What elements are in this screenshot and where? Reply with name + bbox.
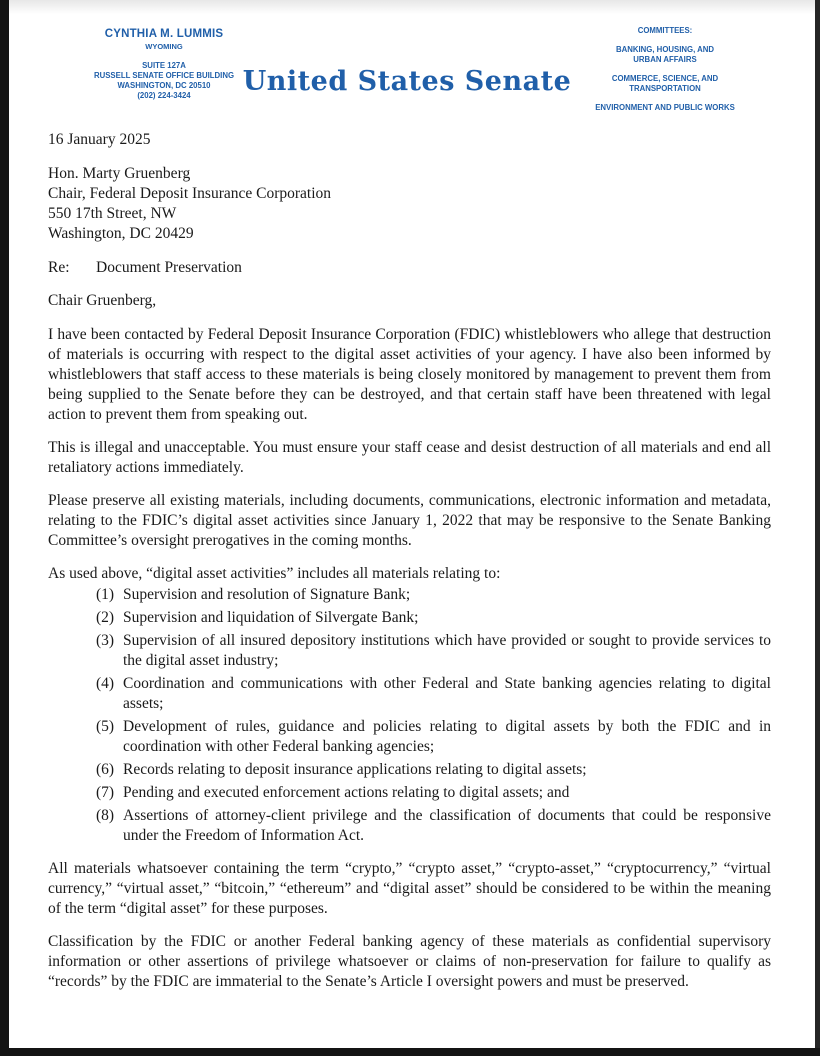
committee-item [555,74,775,94]
committee-item [555,103,775,113]
senate-wordmark: United States Senate [242,66,572,97]
recipient-line: Chair, Federal Deposit Insurance Corporation [48,185,332,202]
list-item-text: Supervision and liquidation of Silvergate Bank; [123,609,419,626]
scan-edge-bottom [0,1048,820,1056]
list-item [96,806,771,846]
letter-body [48,130,771,1005]
list-item-text: Development of rules, guidance and policies relating to digital assets by both the FDIC and in coordination with other Federal banking agencies; [123,718,771,755]
list-item [96,760,771,780]
sender-address-line: RUSSELL SENATE OFFICE BUILDING [93,71,235,80]
scan-edge-right [815,0,820,1056]
sender-address-line: SUITE 127A [142,61,186,70]
subject-line [48,258,771,278]
list-item-number: (8) [96,807,115,824]
list-item-number: (2) [96,609,115,626]
list-item-text: Coordination and communications with other Federal and State banking agencies relating to digital assets; [123,675,771,712]
committee-line: TRANSPORTATION [629,84,701,93]
committee-item [555,45,775,65]
committees-heading: COMMITTEES: [637,26,693,35]
paragraph: I have been contacted by Federal Deposit Insurance Corporation (FDIC) whistleblowers who allege that destruction of materials is occurring with respect to the digital asset activities of your agency. I have also been informed by whistleblowers that staff access to these materials is being closely monitored by management to prevent them from being supplied to the Senate before they can be destroyed, and that certain staff have been threatened with legal action to prevent them from speaking out. [48,326,771,423]
list-item-number: (4) [96,675,115,692]
list-item-number: (1) [96,586,115,603]
letterhead [9,26,815,126]
list-item-number: (3) [96,632,115,649]
list-item-text: Supervision of all insured depository institutions which have provided or sought to provide services to the digital asset industry; [123,632,771,669]
paragraph: Please preserve all existing materials, including documents, communications, electronic information and metadata, relating to the FDIC’s digital asset activities since January 1, 2022 that may be responsive to the Senate Banking Committee’s oversight prerogatives in the coming months. [48,492,771,549]
list-item [96,674,771,714]
scan-edge-left [0,0,9,1056]
list-intro: As used above, “digital asset activities” includes all materials relating to: [48,565,501,582]
list-item-number: (7) [96,784,115,801]
list-item-text: Assertions of attorney-client privilege and the classification of documents that could be responsive under the Freedom of Information Act. [123,807,771,844]
salutation: Chair Gruenberg, [48,292,157,309]
list-item [96,631,771,671]
recipient-line: Washington, DC 20429 [48,225,194,242]
list-item-number: (5) [96,718,115,735]
subject-label: Re: [48,259,70,276]
recipient-address [48,164,771,244]
recipient-line: Hon. Marty Gruenberg [48,165,191,182]
committees-block [555,26,775,122]
list-item [96,585,771,605]
committee-line: BANKING, HOUSING, AND [615,45,715,54]
committee-line: ENVIRONMENT AND PUBLIC WORKS [595,103,735,112]
letter-date: 16 January 2025 [48,131,151,148]
numbered-list [48,585,771,846]
list-item [96,783,771,803]
paragraph: This is illegal and unacceptable. You must ensure your staff cease and desist destruction of all materials and end all retaliatory actions immediately. [48,439,771,476]
committee-line: COMMERCE, SCIENCE, AND [611,74,719,83]
subject-text: Document Preservation [96,259,242,276]
sender-address-line: WASHINGTON, DC 20510 [117,81,211,90]
paragraph: All materials whatsoever containing the term “crypto,” “crypto asset,” “crypto-asset,” “cryptocurrency,” “virtual currency,” “virtual asset,” “bitcoin,” “ethereum” and “digital asset” should be considered to be within the meaning of the term “digital asset” for these purposes. [48,860,771,917]
list-item-text: Pending and executed enforcement actions relating to digital assets; and [123,784,570,801]
recipient-line: 550 17th Street, NW [48,205,177,222]
list-item-number: (6) [96,761,115,778]
sender-address-line: (202) 224-3424 [137,91,191,100]
sender-state: WYOMING [145,42,183,51]
list-item [96,717,771,757]
list-item-text: Supervision and resolution of Signature Bank; [123,586,411,603]
list-item-text: Records relating to deposit insurance applications relating to digital assets; [123,761,587,778]
paragraph: Classification by the FDIC or another Federal banking agency of these materials as confidential supervisory information or other assertions of privilege whatsoever or claims of non-preservation for failure to qualify as “records” by the FDIC are immaterial to the Senate’s Article I oversight powers and must be preserved. [48,933,771,990]
committee-line: URBAN AFFAIRS [633,55,697,64]
list-item [96,608,771,628]
sender-name: CYNTHIA M. LUMMIS [104,28,224,40]
